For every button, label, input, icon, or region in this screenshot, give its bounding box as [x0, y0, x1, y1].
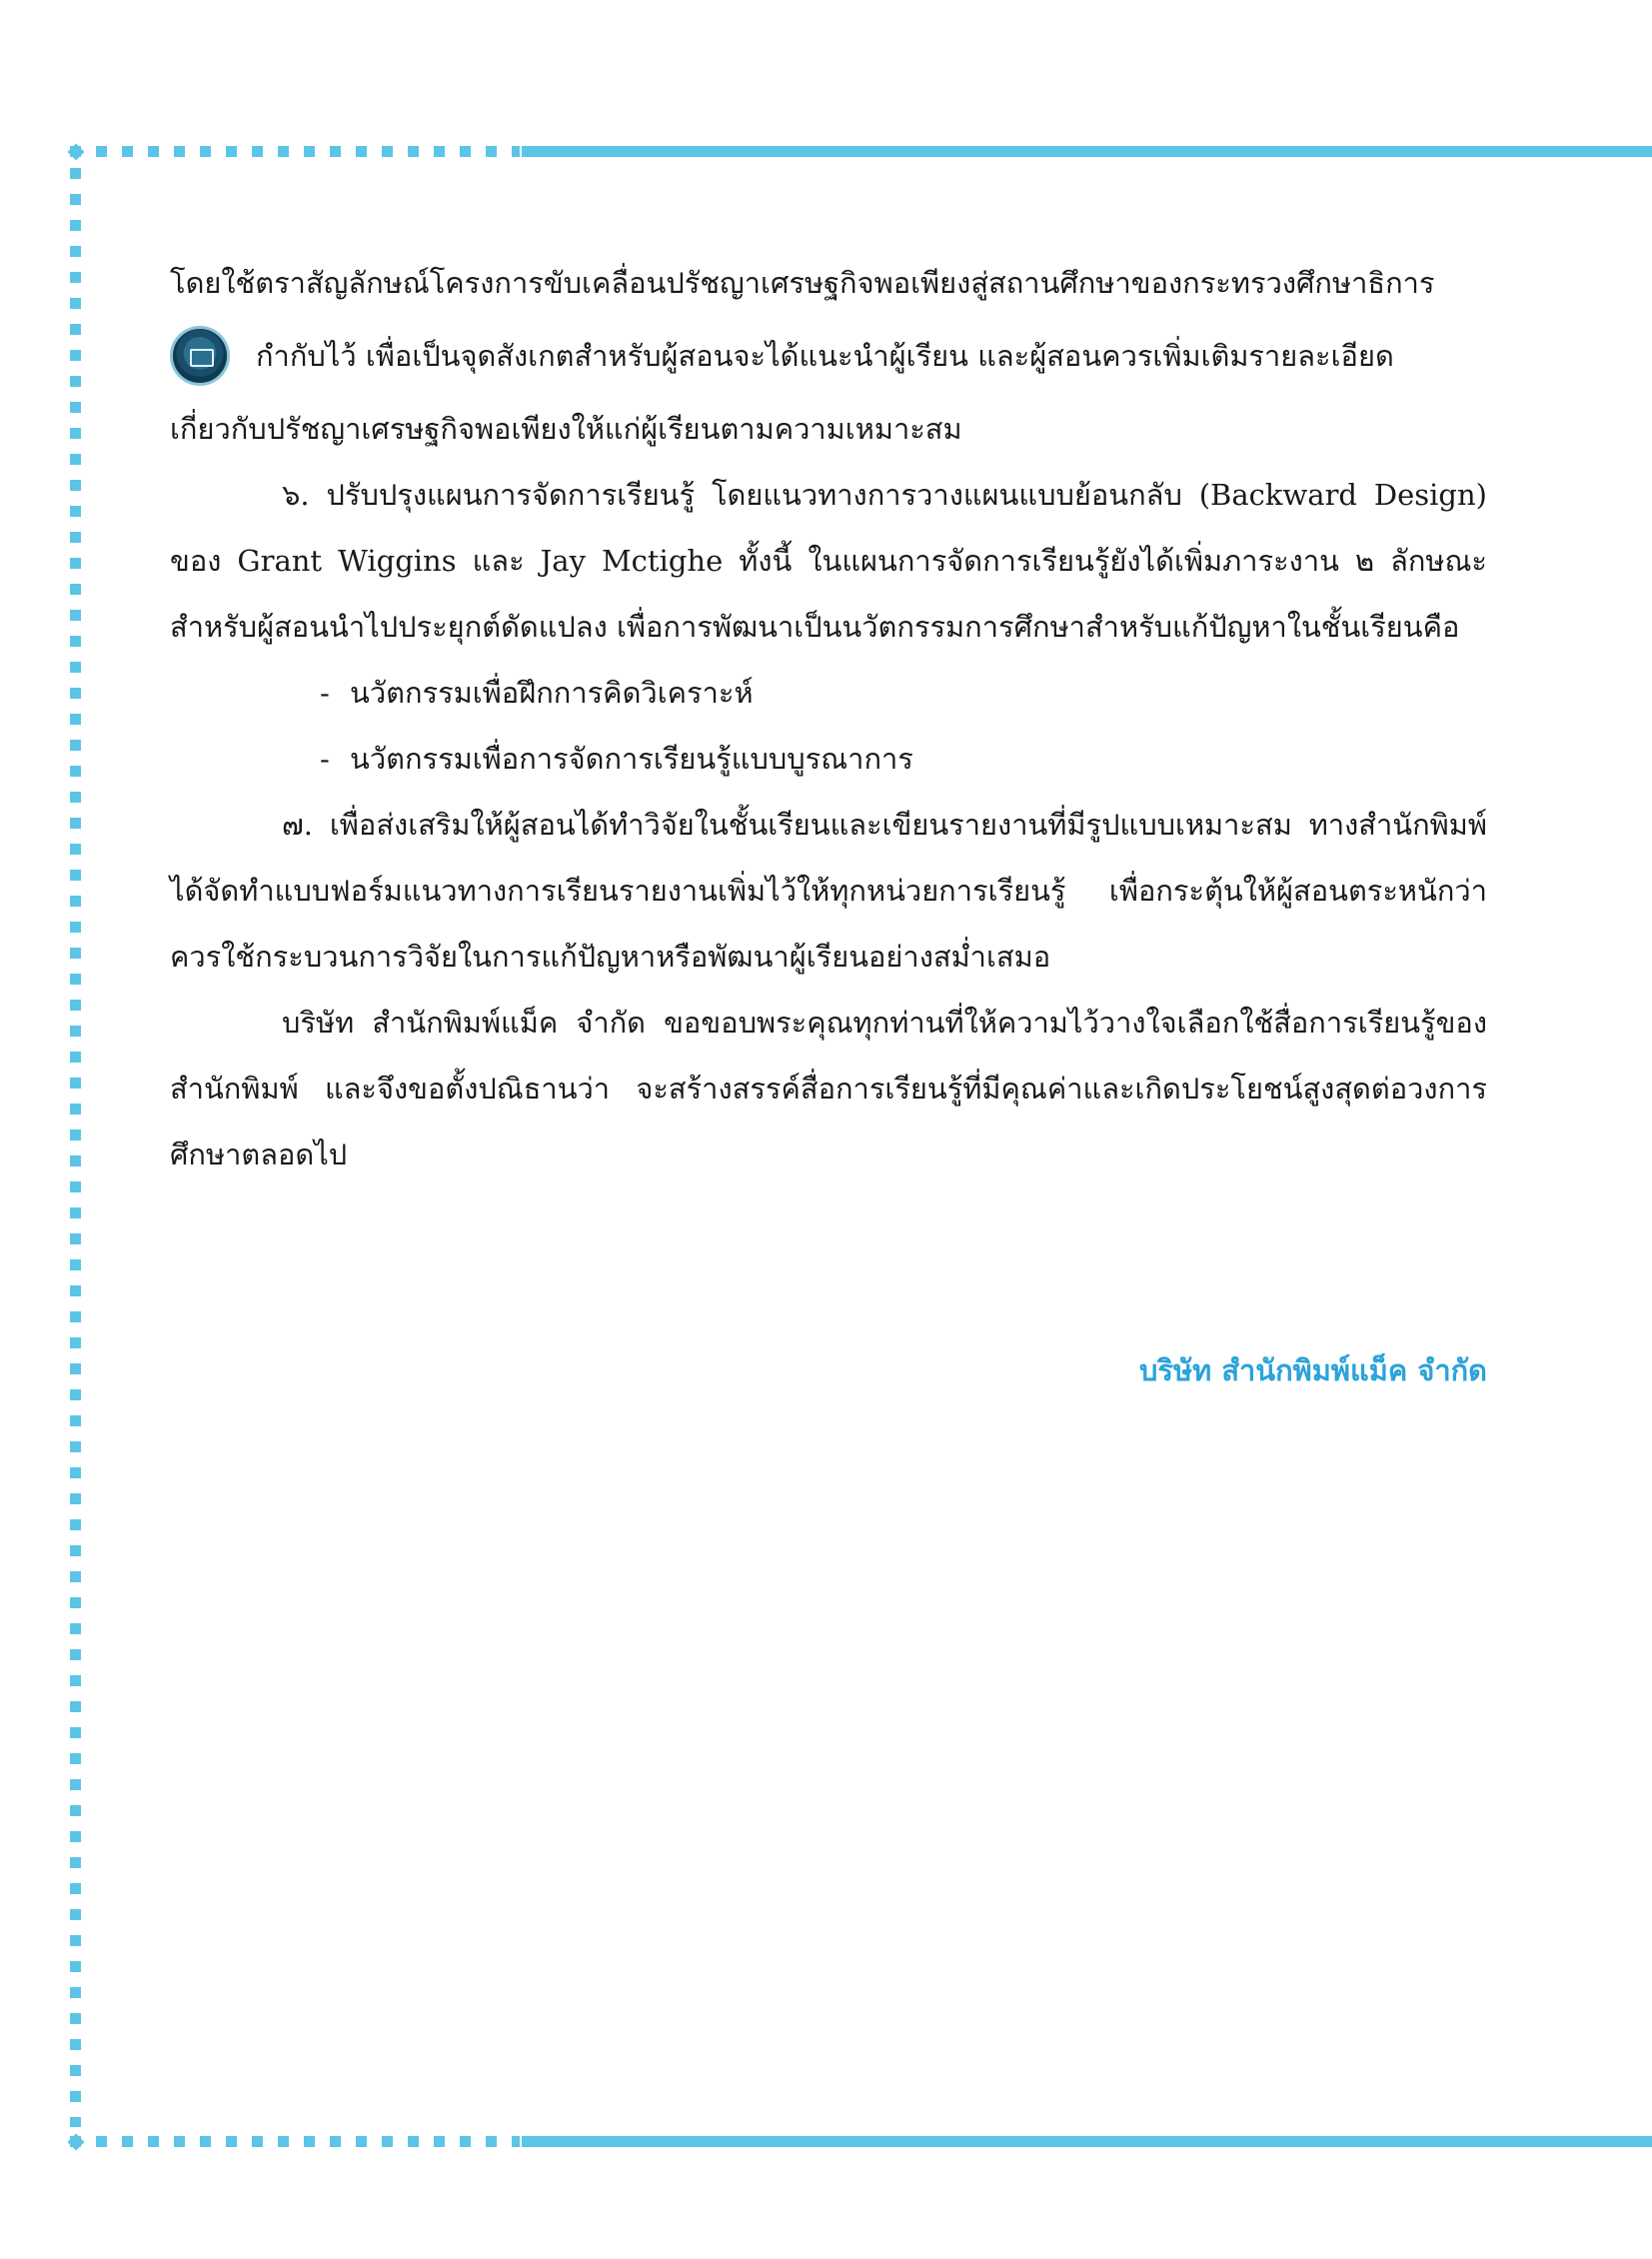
paragraph-closing: บริษัท สำนักพิมพ์แม็ค จำกัด ขอขอบพระคุณทุกท่านที่ให้ความไว้วางใจเลือกใช้สื่อการเรียนรู้ของสำนักพิมพ์ และจึงขอตั้งปณิธานว่า จะสร้างสรรค์สื่อการเรียนรู้ที่มีคุณค่าและเกิดประโยชน์สูงสุดต่อวงการศึกษาตลอดไป: [170, 1006, 1487, 1171]
paragraph-1-line-2: กำกับไว้ เพื่อเป็นจุดสังเกตสำหรับผู้สอนจะได้แนะนำผู้เรียน และผู้สอนควรเพิ่มเติมรายละเอียด: [256, 339, 1394, 373]
bullet-item-2-text: นวัตกรรมเพื่อการจัดการเรียนรู้แบบบูรณาการ: [350, 742, 913, 776]
bottom-dotted-border: [70, 2136, 520, 2147]
top-dotted-border: [70, 146, 520, 157]
paragraph-1-line-3: เกี่ยวกับปรัชญาเศรษฐกิจพอเพียงให้แก่ผู้เรียนตามความเหมาะสม: [170, 412, 962, 446]
bottom-solid-border: [522, 2136, 1652, 2147]
left-dotted-border: [70, 168, 81, 2127]
paragraph-item-6: ๖. ปรับปรุงแผนการจัดการเรียนรู้ โดยแนวทางการวางแผนแบบย้อนกลับ (Backward Design) ของ Grant Wiggins และ Jay Mctighe ทั้งนี้ ในแผนการจัดการเรียนรู้ยังได้เพิ่มภาระงาน ๒ ลักษณะ สำหรับผู้สอนนำไปประยุกต์ดัดแปลง เพื่อการพัฒนาเป็นนวัตกรรมการศึกษาสำหรับแก้ปัญหาในชั้นเรียนคือ: [170, 478, 1487, 644]
bullet-dash: -: [320, 742, 330, 776]
paragraph-1-line-1: โดยใช้ตราสัญลักษณ์โครงการขับเคลื่อนปรัชญาเศรษฐกิจพอเพียงสู่สถานศึกษาของกระทรวงศึกษาธิการ: [170, 266, 1435, 300]
sufficiency-economy-emblem-icon: [170, 326, 230, 386]
page-body: [170, 250, 1487, 1187]
paragraph-1-line-2-row: [170, 316, 1487, 396]
paragraph-item-7: ๗. เพื่อส่งเสริมให้ผู้สอนได้ทำวิจัยในชั้นเรียนและเขียนรายงานที่มีรูปแบบเหมาะสม ทางสำนักพิมพ์ได้จัดทำแบบฟอร์มแนวทางการเรียนรายงานเพิ่มไว้ให้ทุกหน่วยการเรียนรู้ เพื่อกระตุ้นให้ผู้สอนตระหนักว่า ควรใช้กระบวนการวิจัยในการแก้ปัญหาหรือพัฒนาผู้เรียนอย่างสม่ำเสมอ: [170, 808, 1487, 974]
bullet-item-1-text: นวัตกรรมเพื่อฝึกการคิดวิเคราะห์: [350, 676, 754, 710]
bullet-item-1: [320, 660, 1487, 726]
publisher-signature: บริษัท สำนักพิมพ์แม็ค จำกัด: [1139, 1353, 1487, 1387]
bullet-item-2: [320, 726, 1487, 792]
top-solid-border: [522, 146, 1652, 157]
bullet-dash: -: [320, 676, 330, 710]
